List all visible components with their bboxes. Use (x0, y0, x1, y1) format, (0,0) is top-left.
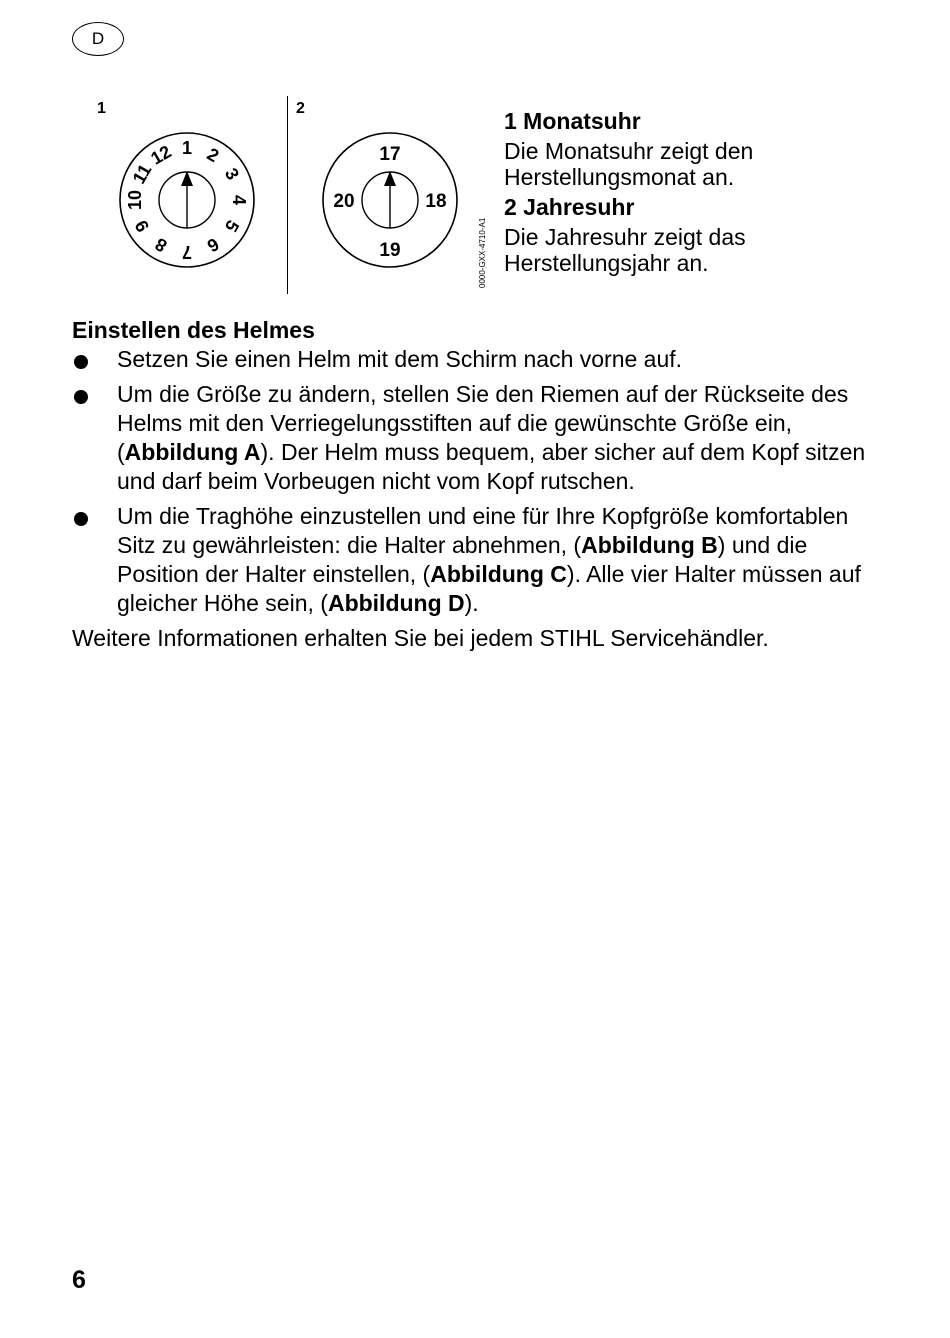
list-item (72, 502, 882, 618)
date-clocks-drawing (90, 92, 495, 297)
month-8: 8 (151, 233, 171, 257)
legend-text-2: Die Jahresuhr zeigt das Herstellungsjahr an. (504, 224, 746, 276)
month-3: 3 (220, 164, 244, 184)
figure-ref-a: Abbildung A (124, 439, 261, 465)
month-1: 1 (181, 138, 193, 158)
figure-ref-c: Abbildung C (430, 561, 567, 587)
legend-heading-1: 1 Monatsuhr (504, 108, 641, 134)
list-item-text: Setzen Sie einen Helm mit dem Schirm nach vorne auf. (117, 346, 683, 372)
list-item (72, 345, 882, 374)
year-20: 20 (333, 191, 355, 212)
month-11: 11 (128, 160, 156, 188)
list-item-text: Um die Traghöhe einzustellen und eine für Ihre Kopfgröße komfortablen Sitz zu gewährleisten: die Halter abnehmen, (Abbildung B) und die Position der Halter einstellen, (Abbildung C). Alle vier Halter müssen auf gleicher Höhe sein, (Abbildung D). (117, 503, 861, 616)
language-badge-label: D (91, 29, 105, 48)
instruction-list (72, 345, 882, 618)
year-clock (323, 133, 457, 267)
figure-label-1: 1 (97, 100, 106, 117)
month-4: 4 (229, 194, 249, 206)
bullet-icon (74, 512, 88, 526)
helmet-adjust-section (72, 316, 882, 653)
list-item (72, 380, 882, 496)
page-number: 6 (72, 1266, 86, 1294)
month-6: 6 (203, 233, 223, 257)
figure-label-2: 2 (296, 100, 305, 117)
legend-heading-2: 2 Jahresuhr (504, 194, 635, 220)
bullet-icon (74, 390, 88, 404)
year-17: 17 (379, 144, 401, 165)
month-10: 10 (125, 189, 145, 211)
month-12: 12 (147, 141, 175, 169)
list-item-text: Um die Größe zu ändern, stellen Sie den Riemen auf der Rückseite des Helms mit den Verriegelungsstiften auf die gewünschte Größe ein, (Abbildung A). Der Helm muss bequem, aber sicher auf dem Kopf sitzen und darf beim Vorbeugen nicht vom Kopf rutschen. (117, 381, 866, 494)
year-19: 19 (379, 240, 401, 261)
month-7: 7 (181, 242, 193, 262)
legend-text-1: Die Monatsuhr zeigt den Herstellungsmonat an. (504, 138, 754, 190)
date-clocks-figure (90, 92, 495, 297)
figure-code: 0000-GXX-4710-A1 (478, 217, 487, 288)
language-badge (72, 22, 124, 56)
month-5: 5 (220, 216, 244, 236)
month-2: 2 (203, 143, 223, 167)
bullet-icon (74, 355, 88, 369)
figure-divider (287, 96, 288, 294)
section-title: Einstellen des Helmes (72, 317, 315, 343)
month-clock (120, 133, 254, 267)
service-note: Weitere Informationen erhalten Sie bei jedem STIHL Servicehändler. (72, 625, 769, 651)
year-18: 18 (425, 191, 447, 212)
figure-legend (504, 106, 904, 280)
figure-ref-d: Abbildung D (327, 590, 465, 616)
month-9: 9 (130, 216, 154, 236)
figure-ref-b: Abbildung B (581, 532, 718, 558)
